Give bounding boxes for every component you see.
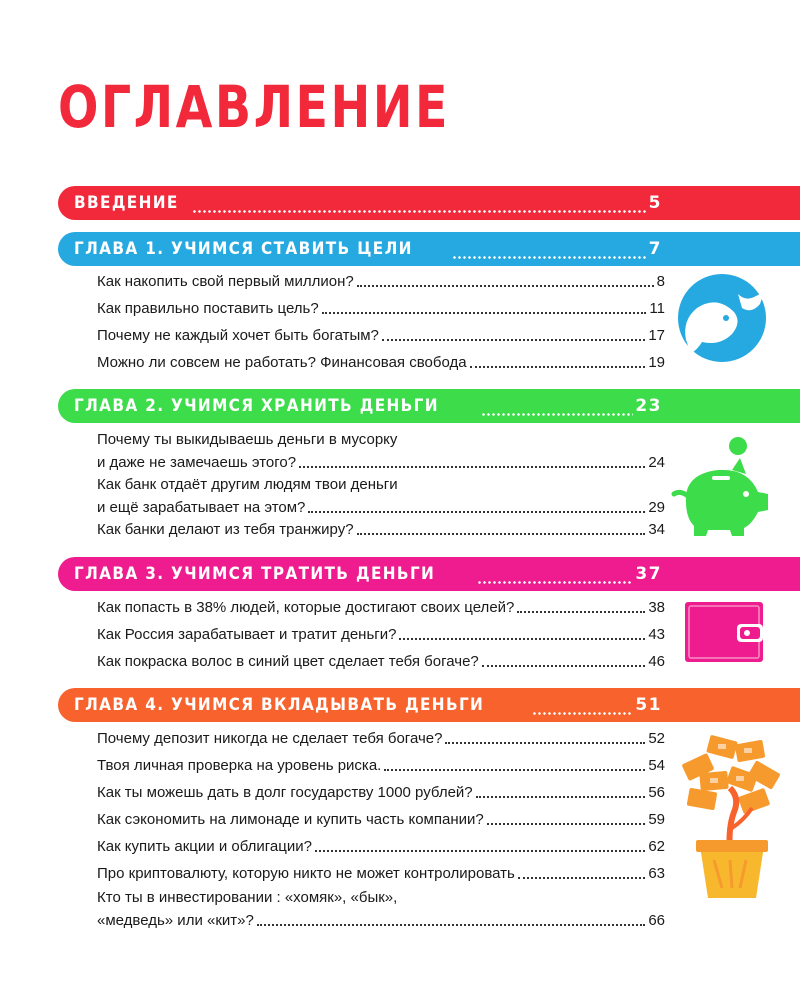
leader-dots <box>482 665 646 667</box>
entry-page: 59 <box>648 811 665 828</box>
leader-dots <box>357 285 654 287</box>
leader-dots <box>518 877 645 879</box>
entry-title-line-1: Почему ты выкидываешь деньги в мусорку <box>97 431 398 448</box>
toc-entry[interactable] <box>97 270 665 293</box>
toc-entry[interactable] <box>97 297 665 320</box>
leader-dots <box>487 823 646 825</box>
entry-page: 43 <box>648 626 665 643</box>
toc-entry[interactable] <box>97 428 665 474</box>
entry-title: Как попасть в 38% людей, которые достигают своих целей? <box>97 599 515 616</box>
intro-bar[interactable] <box>58 186 800 220</box>
leader-dots <box>382 339 645 341</box>
toc-entry[interactable] <box>97 727 665 750</box>
entry-title: Как купить акции и облигации? <box>97 838 312 855</box>
chapter-3-bar[interactable] <box>58 557 800 591</box>
entry-title: Как Россия зарабатывает и тратит деньги? <box>97 626 397 643</box>
chapter-1-label: ГЛАВА 1. УЧИМСЯ СТАВИТЬ ЦЕЛИ <box>74 239 413 259</box>
entry-title: Про криптовалюту, которую никто не может контролировать <box>97 865 515 882</box>
toc-entry[interactable] <box>97 650 665 673</box>
entry-title: Как правильно поставить цель? <box>97 300 319 317</box>
intro-label: ВВЕДЕНИЕ <box>74 193 179 213</box>
chapter-1-page: 7 <box>648 239 662 259</box>
chapter-3-page: 37 <box>635 564 662 584</box>
entry-page: 62 <box>648 838 665 855</box>
piggy-bank-icon <box>666 432 776 542</box>
entry-page: 63 <box>648 865 665 882</box>
toc-entry[interactable] <box>97 518 665 541</box>
intro-page: 5 <box>648 193 662 213</box>
leader-dots <box>384 769 645 771</box>
entry-title: Как банки делают из тебя транжиру? <box>97 521 354 538</box>
toc-entry[interactable] <box>97 886 665 932</box>
leader-dots <box>357 533 646 535</box>
leader-dots <box>399 638 645 640</box>
chapter-4-label: ГЛАВА 4. УЧИМСЯ ВКЛАДЫВАТЬ ДЕНЬГИ <box>74 695 485 715</box>
entry-title: Можно ли совсем не работать? Финансовая свобода <box>97 354 467 371</box>
leader-dots <box>445 742 645 744</box>
chapter-2-page: 23 <box>635 396 662 416</box>
entry-title: Твоя личная проверка на уровень риска. <box>97 757 382 774</box>
chapter-4-bar[interactable] <box>58 688 800 722</box>
chapter-2-label: ГЛАВА 2. УЧИМСЯ ХРАНИТЬ ДЕНЬГИ <box>74 396 439 416</box>
chapter-1-bar[interactable] <box>58 232 800 266</box>
leader-dots <box>481 403 633 417</box>
entry-title-line-1: Как банк отдаёт другим людям твои деньги <box>97 476 398 493</box>
leader-dots <box>532 702 634 716</box>
leader-dots <box>315 850 645 852</box>
toc-entry[interactable] <box>97 808 665 831</box>
fish-icon <box>672 270 772 365</box>
page-title: ОГЛАВЛЕНИЕ <box>58 73 450 141</box>
toc-entry[interactable] <box>97 351 665 374</box>
leader-dots <box>476 796 646 798</box>
toc-entry[interactable] <box>97 596 665 619</box>
entry-title-line-2: и даже не замечаешь этого? <box>97 454 297 471</box>
entry-title: Как ты можешь дать в долг государству 1000 рублей? <box>97 784 473 801</box>
chapter-2-bar[interactable] <box>58 389 800 423</box>
toc-entry[interactable] <box>97 754 665 777</box>
toc-entry[interactable] <box>97 835 665 858</box>
chapter-4-page: 51 <box>635 695 662 715</box>
leader-dots <box>517 611 645 613</box>
entry-page: 24 <box>648 454 665 471</box>
toc-entry[interactable] <box>97 623 665 646</box>
leader-dots <box>308 511 645 513</box>
entry-title: Почему депозит никогда не сделает тебя богаче? <box>97 730 443 747</box>
entry-page: 17 <box>648 327 665 344</box>
toc-entry[interactable] <box>97 324 665 347</box>
leader-dots <box>322 312 647 314</box>
entry-title: Как накопить свой первый миллион? <box>97 273 354 290</box>
entry-title: Как покраска волос в синий цвет сделает тебя богаче? <box>97 653 479 670</box>
entry-page: 29 <box>648 499 665 516</box>
chapter-3-label: ГЛАВА 3. УЧИМСЯ ТРАТИТЬ ДЕНЬГИ <box>74 564 436 584</box>
entry-page: 56 <box>648 784 665 801</box>
entry-title-line-2: и ещё зарабатывает на этом? <box>97 499 306 516</box>
entry-page: 38 <box>648 599 665 616</box>
entry-title: Как сэкономить на лимонаде и купить часть компании? <box>97 811 484 828</box>
entry-page: 52 <box>648 730 665 747</box>
leader-dots <box>299 466 645 468</box>
entry-page: 66 <box>648 912 665 929</box>
wallet-icon <box>683 600 765 664</box>
entry-page: 34 <box>648 521 665 538</box>
entry-title: Почему не каждый хочет быть богатым? <box>97 327 379 344</box>
leader-dots <box>452 246 646 260</box>
money-tree-icon <box>670 728 790 903</box>
entry-page: 11 <box>649 300 665 317</box>
entry-title-line-2: «медведь» или «кит»? <box>97 912 254 929</box>
entry-page: 8 <box>656 273 665 290</box>
entry-page: 19 <box>648 354 665 371</box>
toc-entry[interactable] <box>97 862 665 885</box>
toc-entry[interactable] <box>97 781 665 804</box>
entry-page: 46 <box>648 653 665 670</box>
leader-dots <box>257 924 645 926</box>
leader-dots <box>477 571 633 585</box>
entry-title-line-1: Кто ты в инвестировании : «хомяк», «бык», <box>97 889 398 906</box>
entry-page: 54 <box>648 757 665 774</box>
toc-entry[interactable] <box>97 473 665 519</box>
leader-dots <box>192 200 646 214</box>
leader-dots <box>470 366 646 368</box>
